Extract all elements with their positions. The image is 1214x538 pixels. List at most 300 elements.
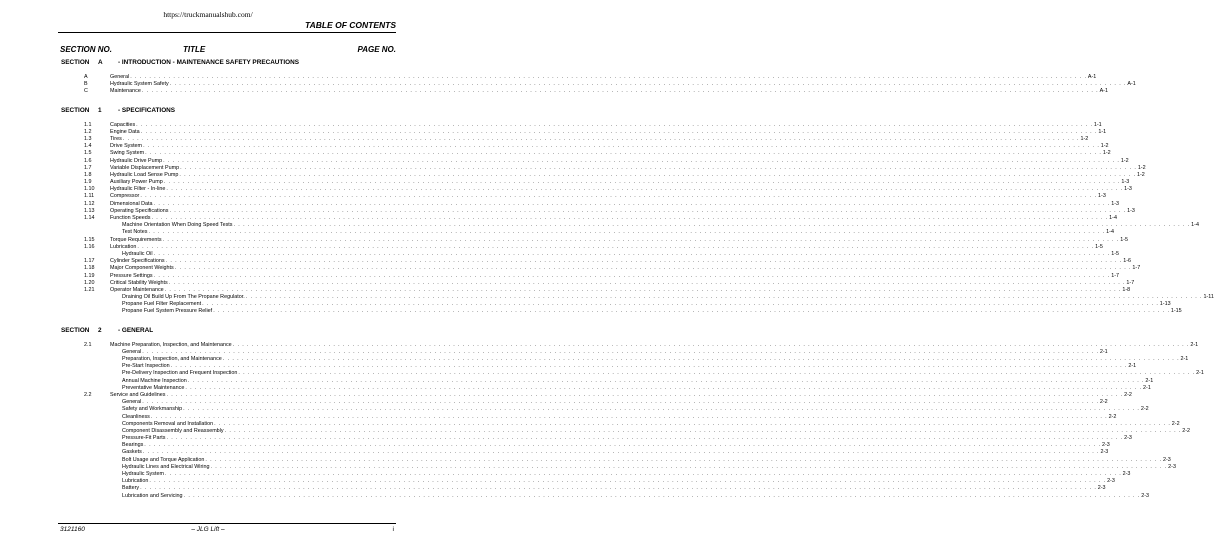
toc-entry-title: Preventative Maintenance [122, 384, 185, 391]
toc-entry-page: 1-7 [1111, 272, 1120, 279]
toc-entry[interactable] [0, 391, 1132, 399]
dot-leader: . . . . . . . . . . . . . . . . . . . . . . . . . . . . . . . . . . . . . . . . . . . . . . . . . . . . . . . . . . . . . . . . . . . . . . . . . . . . . . . . . . . . . . . . . . . . . . . . . . . . . . . . . . . . . . . . . . . . . . . . . . . . . . . . . . . . . . . . . . . . . . . . . . . . . . . . . . . . . . . . . . . . . . . . . . . . . . . . . . . . . . . . . . . . . . . . . . . . . . . . [163, 157, 1120, 164]
toc-entry-page: 1-13 [1159, 301, 1171, 308]
toc-entry-title: Machine Preparation, Inspection, and Maintenance [110, 341, 232, 348]
toc-entry[interactable] [0, 88, 1108, 95]
toc-entry-title: Tires [110, 135, 122, 142]
dot-leader: . . . . . . . . . . . . . . . . . . . . . . . . . . . . . . . . . . . . . . . . . . . . . . . . . . . . . . . . . . . . . . . . . . . . . . . . . . . . . . . . . . . . . . . . . . . . . . . . . . . . . . . . . . . . . . . . . . . . . . . . . . . . . . . . . . . . . . . . . . . . . . . . . . . . . . . . . . . . . . . . . . . . . . . . . . . . . . . . . . . . . . . . . . . . . . . . . . . . . . . . [153, 200, 1111, 207]
dot-leader: . . . . . . . . . . . . . . . . . . . . . . . . . . . . . . . . . . . . . . . . . . . . . . . . . . . . . . . . . . . . . . . . . . . . . . . . . . . . . . . . . . . . . . . . . . . . . . . . . . . . . . . . . . . . . . . . . . . . . . . . . . . . . . . . . . . . . . . . . . . . . . . . . . . . . . . . . . . . . . . . . . . . . . . . . . . . . . . . . . . . . . . . . . . . . . . . . . . . . . . . [174, 265, 1132, 272]
toc-entry-leader [122, 363, 1137, 370]
toc-entry-title: Draining Oil Build Up From The Propane Regulator. [122, 294, 245, 301]
dot-leader: . . . . . . . . . . . . . . . . . . . . . . . . . . . . . . . . . . . . . . . . . . . . . . . . . . . . . . . . . . . . . . . . . . . . . . . . . . . . . . . . . . . . . . . . . . . . . . . . . . . . . . . . . . . . . . . . . . . . . . . . . . . . . . . . . . . . . . . . . . . . . . . . . . . . . . . . . . . . . . . . . . . . . . . . . . . . . . . . . . . . . . . . . . . . . . . . . . . . . . . . [140, 485, 1097, 492]
dot-leader: . . . . . . . . . . . . . . . . . . . . . . . . . . . . . . . . . . . . . . . . . . . . . . . . . . . . . . . . . . . . . . . . . . . . . . . . . . . . . . . . . . . . . . . . . . . . . . . . . . . . . . . . . . . . . . . . . . . . . . . . . . . . . . . . . . . . . . . . . . . . . . . . . . . . . . . . . . . . . . . . . . . . . . . . . . . . . . . . . . . . . . . . . . . . . . . . . . . . . . . . [168, 279, 1126, 286]
toc-entry-title: Components Removal and Installation [122, 420, 214, 427]
toc-entry-leader [122, 442, 1110, 449]
toc-entry-page: 1-11 [1203, 294, 1214, 301]
toc-entry[interactable] [0, 207, 1135, 215]
toc-entry-title: Torque Requirements [110, 236, 162, 243]
toc-entry-page: 2-2 [1182, 427, 1191, 434]
toc-entry-title: Gaskets [122, 449, 142, 456]
toc-entry-number: 1.12 [84, 200, 95, 207]
toc-entry-leader [110, 157, 1129, 165]
section-word: SECTION [61, 326, 90, 334]
toc-entry-leader [122, 399, 1108, 406]
toc-entry-leader [122, 406, 1149, 413]
toc-entry-title: Capacities [110, 121, 136, 128]
toc-entry-number: 1.10 [84, 186, 95, 193]
dot-leader: . . . . . . . . . . . . . . . . . . . . . . . . . . . . . . . . . . . . . . . . . . . . . . . . . . . . . . . . . . . . . . . . . . . . . . . . . . . . . . . . . . . . . . . . . . . . . . . . . . . . . . . . . . . . . . . . . . . . . . . . . . . . . . . . . . . . . . . . . . . . . . . . . . . . . . . . . . . . . . . . . . . . . . . . . . . . . . . . . . . . . . . . . . . . . . . . . . . . . . . . [169, 207, 1127, 214]
toc-entry-leader [110, 265, 1141, 272]
toc-entry-page: 2-2 [1108, 413, 1117, 420]
toc-entry-page: 2-1 [1196, 370, 1204, 377]
dot-leader: . . . . . . . . . . . . . . . . . . . . . . . . . . . . . . . . . . . . . . . . . . . . . . . . . . . . . . . . . . . . . . . . . . . . . . . . . . . . . . . . . . . . . . . . . . . . . . . . . . . . . . . . . . . . . . . . . . . . . . . . . . . . . . . . . . . . . . . . . . . . . . . . . . . . . . . . . . . . . . . . . . . . . . . . . . . . . . . . . . . . . . . . . . . . . . . . . . . . . . . . [142, 399, 1099, 406]
toc-entry[interactable] [0, 164, 1146, 172]
toc-entry[interactable] [0, 478, 1115, 485]
toc-entry-leader [110, 150, 1111, 157]
toc-entry-title: Preparation, Inspection, and Maintenance [122, 356, 222, 362]
toc-entry-number: 2.1 [84, 341, 92, 348]
toc-entry[interactable] [0, 363, 1137, 370]
dot-leader: . . . . . . . . . . . . . . . . . . . . . . . . . . . . . . . . . . . . . . . . . . . . . . . . . . . . . . . . . . . . . . . . . . . . . . . . . . . . . . . . . . . . . . . . . . . . . . . . . . . . . . . . . . . . . . . . . . . . . . . . . . . . . . . . . . . . . . . . . . . . . . . . . . . . . . . . . . . . . . . . . . . . . . . . . . . . . . . . . . . . . . . . . . . . . . . . . . . . . . . . [183, 492, 1141, 499]
section-word: SECTION [61, 59, 90, 66]
toc-entry-leader [122, 370, 1204, 377]
toc-entry-title: Swing System [110, 150, 145, 157]
toc-entry[interactable] [0, 200, 1120, 208]
toc-entry[interactable] [0, 442, 1110, 449]
toc-entry-leader [110, 143, 1109, 150]
toc-entry-title: Annual Machine Inspection [122, 377, 187, 384]
toc-entry-page: 1-2 [1120, 157, 1129, 164]
toc-entry-page: 2-2 [1099, 399, 1108, 406]
toc-entry-leader [110, 88, 1108, 95]
toc-entry-page: 2-2 [1124, 391, 1132, 398]
toc-entry-title: Hydraulic Load Sense Pump [110, 171, 179, 178]
toc-entry[interactable] [0, 449, 1109, 456]
toc-entry-title: Hydraulic System Safety [110, 81, 169, 88]
dot-leader: . . . . . . . . . . . . . . . . . . . . . . . . . . . . . . . . . . . . . . . . . . . . . . . . . . . . . . . . . . . . . . . . . . . . . . . . . . . . . . . . . . . . . . . . . . . . . . . . . . . . . . . . . . . . . . . . . . . . . . . . . . . . . . . . . . . . . . . . . . . . . . . . . . . . . . . . . . . . . . . . . . . . . . . . . . . . . . . . . . . . . . . . . . . . . . . . . . . . . . . . [166, 435, 1124, 442]
toc-entry-leader [110, 215, 1117, 222]
toc-entry-number: 1.9 [84, 179, 92, 186]
toc-entry-page: 2-1 [1128, 363, 1137, 370]
section-heading [0, 327, 416, 336]
toc-entry-page: A-1 [1087, 74, 1097, 80]
toc-entry-leader [110, 286, 1131, 294]
source-url: https://truckmanualshub.com/ [163, 10, 253, 19]
toc-entry-page: 2-1 [1145, 377, 1154, 384]
footer-doc-number: 3121160 [60, 526, 85, 533]
toc-entry-title: General [122, 399, 142, 406]
toc-entry-number: 1.14 [84, 215, 95, 221]
dot-leader: . . . . . . . . . . . . . . . . . . . . . . . . . . . . . . . . . . . . . . . . . . . . . . . . . . . . . . . . . . . . . . . . . . . . . . . . . . . . . . . . . . . . . . . . . . . . . . . . . . . . . . . . . . . . . . . . . . . . . . . . . . . . . . . . . . . . . . . . . . . . . . . . . . . . . . . . . . . . . . . . . . . . . . . . . . . . . . . . . . . . . . . . . . . . . . . . . . . . . . . . [151, 215, 1109, 221]
toc-entry[interactable] [0, 485, 1106, 492]
dot-leader: . . . . . . . . . . . . . . . . . . . . . . . . . . . . . . . . . . . . . . . . . . . . . . . . . . . . . . . . . . . . . . . . . . . . . . . . . . . . . . . . . . . . . . . . . . . . . . . . . . . . . . . . . . . . . . . . . . . . . . . . . . . . . . . . . . . . . . . . . . . . . . . . . . . . . . . . . . . . . . . . . . . . . . . . . . . . . . . . . . . . . . . . . . . . . . . . . . . . . . . . [141, 88, 1099, 95]
dot-leader: . . . . . . . . . . . . . . . . . . . . . . . . . . . . . . . . . . . . . . . . . . . . . . . . . . . . . . . . . . . . . . . . . . . . . . . . . . . . . . . . . . . . . . . . . . . . . . . . . . . . . . . . . . . . . . . . . . . . . . . . . . . . . . . . . . . . . . . . . . . . . . . . . . . . . . . . . . . . . . . . . . . . . . . . . . . . . . . . . . . . . . . . . . . . . . . . . . . . . . . . [224, 427, 1182, 434]
toc-entry-page: 2-1 [1180, 356, 1189, 362]
toc-entry-leader [110, 179, 1130, 186]
toc-entry-title: Service and Guidelines [110, 391, 166, 398]
dot-leader: . . . . . . . . . . . . . . . . . . . . . . . . . . . . . . . . . . . . . . . . . . . . . . . . . . . . . . . . . . . . . . . . . . . . . . . . . . . . . . . . . . . . . . . . . . . . . . . . . . . . . . . . . . . . . . . . . . . . . . . . . . . . . . . . . . . . . . . . . . . . . . . . . . . . . . . . . . . . . . . . . . . . . . . . . . . . . . . . . . . . . . . . . . . . . . . . . . . . . . . . [245, 294, 1203, 301]
toc-entry-page: 1-5 [1095, 243, 1103, 250]
toc-entry-title: Propane Fuel Filter Replacement [122, 301, 202, 308]
toc-entry-page: 1-2 [1080, 135, 1089, 142]
dot-leader: . . . . . . . . . . . . . . . . . . . . . . . . . . . . . . . . . . . . . . . . . . . . . . . . . . . . . . . . . . . . . . . . . . . . . . . . . . . . . . . . . . . . . . . . . . . . . . . . . . . . . . . . . . . . . . . . . . . . . . . . . . . . . . . . . . . . . . . . . . . . . . . . . . . . . . . . . . . . . . . . . . . . . . . . . . . . . . . . . . . . . . . . . . . . . . . . . . . . . . . . [165, 258, 1123, 265]
dot-leader: . . . . . . . . . . . . . . . . . . . . . . . . . . . . . . . . . . . . . . . . . . . . . . . . . . . . . . . . . . . . . . . . . . . . . . . . . . . . . . . . . . . . . . . . . . . . . . . . . . . . . . . . . . . . . . . . . . . . . . . . . . . . . . . . . . . . . . . . . . . . . . . . . . . . . . . . . . . . . . . . . . . . . . . . . . . . . . . . . . . . . . . . . . . . . . . . . . . . . . . . [232, 341, 1190, 348]
toc-entry[interactable] [0, 236, 1129, 244]
dot-leader: . . . . . . . . . . . . . . . . . . . . . . . . . . . . . . . . . . . . . . . . . . . . . . . . . . . . . . . . . . . . . . . . . . . . . . . . . . . . . . . . . . . . . . . . . . . . . . . . . . . . . . . . . . . . . . . . . . . . . . . . . . . . . . . . . . . . . . . . . . . . . . . . . . . . . . . . . . . . . . . . . . . . . . . . . . . . . . . . . . . . . . . . . . . . . . . . . . . . . . . . [122, 135, 1080, 142]
toc-entry-title: Hydraulic System [122, 471, 164, 477]
toc-entry-page: 1-7 [1126, 279, 1135, 286]
toc-entry-leader [122, 356, 1189, 363]
dot-leader: . . . . . . . . . . . . . . . . . . . . . . . . . . . . . . . . . . . . . . . . . . . . . . . . . . . . . . . . . . . . . . . . . . . . . . . . . . . . . . . . . . . . . . . . . . . . . . . . . . . . . . . . . . . . . . . . . . . . . . . . . . . . . . . . . . . . . . . . . . . . . . . . . . . . . . . . . . . . . . . . . . . . . . . . . . . . . . . . . . . . . . . . . . . . . . . . . . . . . . . . [185, 384, 1143, 391]
toc-entry-title: Operating Specifications [110, 207, 169, 214]
toc-entry[interactable] [0, 272, 1120, 280]
toc-entry-title: Pressure-Fit Parts [122, 435, 166, 442]
section-heading [0, 107, 416, 116]
toc-entry[interactable] [0, 128, 1107, 136]
dot-leader: . . . . . . . . . . . . . . . . . . . . . . . . . . . . . . . . . . . . . . . . . . . . . . . . . . . . . . . . . . . . . . . . . . . . . . . . . . . . . . . . . . . . . . . . . . . . . . . . . . . . . . . . . . . . . . . . . . . . . . . . . . . . . . . . . . . . . . . . . . . . . . . . . . . . . . . . . . . . . . . . . . . . . . . . . . . . . . . . . . . . . . . . . . . . . . . . . . . . . . . . [183, 406, 1140, 413]
toc-entry-title: Safety and Workmanship [122, 406, 183, 413]
toc-entry-number: 1.18 [84, 265, 95, 272]
toc-entry[interactable] [0, 243, 1103, 251]
dot-leader: . . . . . . . . . . . . . . . . . . . . . . . . . . . . . . . . . . . . . . . . . . . . . . . . . . . . . . . . . . . . . . . . . . . . . . . . . . . . . . . . . . . . . . . . . . . . . . . . . . . . . . . . . . . . . . . . . . . . . . . . . . . . . . . . . . . . . . . . . . . . . . . . . . . . . . . . . . . . . . . . . . . . . . . . . . . . . . . . . . . . . . . . . . . . . . . . . . . . . . . . [153, 272, 1111, 279]
toc-entry-page: 1-7 [1132, 265, 1141, 272]
dot-leader: . . . . . . . . . . . . . . . . . . . . . . . . . . . . . . . . . . . . . . . . . . . . . . . . . . . . . . . . . . . . . . . . . . . . . . . . . . . . . . . . . . . . . . . . . . . . . . . . . . . . . . . . . . . . . . . . . . . . . . . . . . . . . . . . . . . . . . . . . . . . . . . . . . . . . . . . . . . . . . . . . . . . . . . . . . . . . . . . . . . . . . . . . . . . . . . . . . . . . . . . [166, 186, 1124, 193]
toc-entry[interactable] [0, 143, 1109, 150]
section-spacer [0, 316, 416, 327]
toc-entry-leader [122, 463, 1176, 471]
toc-entry-leader [110, 207, 1135, 215]
toc-entry-page: 1-3 [1127, 207, 1135, 214]
toc-entry[interactable] [0, 157, 1129, 165]
toc-entry[interactable] [0, 250, 1120, 258]
toc-entry[interactable] [0, 356, 1189, 363]
toc-entry[interactable] [0, 294, 1214, 301]
toc-entry[interactable] [0, 215, 1117, 222]
toc-entry-title: Compressor [110, 193, 140, 200]
toc-entry[interactable] [0, 229, 1114, 236]
toc-entry-number: 1.1 [84, 121, 92, 128]
dot-leader: . . . . . . . . . . . . . . . . . . . . . . . . . . . . . . . . . . . . . . . . . . . . . . . . . . . . . . . . . . . . . . . . . . . . . . . . . . . . . . . . . . . . . . . . . . . . . . . . . . . . . . . . . . . . . . . . . . . . . . . . . . . . . . . . . . . . . . . . . . . . . . . . . . . . . . . . . . . . . . . . . . . . . . . . . . . . . . . . . . . . . . . . . . . . . . . . . . . . . . . . [238, 370, 1196, 377]
toc-entry-title: General [122, 348, 142, 355]
toc-entry[interactable] [0, 413, 1117, 421]
toc-entry-page: 1-3 [1111, 200, 1120, 207]
toc-entry-page: 1-3 [1098, 193, 1106, 200]
toc-entry-number: 1.11 [84, 193, 95, 200]
toc-entry[interactable] [0, 341, 1199, 349]
dot-leader: . . . . . . . . . . . . . . . . . . . . . . . . . . . . . . . . . . . . . . . . . . . . . . . . . . . . . . . . . . . . . . . . . . . . . . . . . . . . . . . . . . . . . . . . . . . . . . . . . . . . . . . . . . . . . . . . . . . . . . . . . . . . . . . . . . . . . . . . . . . . . . . . . . . . . . . . . . . . . . . . . . . . . . . . . . . . . . . . . . . . . . . . . . . . . . . . . . . . . . . . [137, 243, 1095, 250]
toc-entry-leader [122, 471, 1131, 478]
toc-entry[interactable] [0, 471, 1131, 478]
toc-entry-page: 1-2 [1100, 143, 1109, 150]
toc-entry-page: 2-2 [1140, 406, 1149, 413]
toc-entry-page: 1-2 [1102, 150, 1111, 157]
toc-entry-leader [122, 294, 1214, 301]
toc-entry-leader [110, 171, 1145, 179]
toc-entry-leader [110, 243, 1103, 251]
toc-entry-page: 2-3 [1097, 485, 1106, 492]
toc-entry-leader [122, 301, 1171, 308]
dot-leader: . . . . . . . . . . . . . . . . . . . . . . . . . . . . . . . . . . . . . . . . . . . . . . . . . . . . . . . . . . . . . . . . . . . . . . . . . . . . . . . . . . . . . . . . . . . . . . . . . . . . . . . . . . . . . . . . . . . . . . . . . . . . . . . . . . . . . . . . . . . . . . . . . . . . . . . . . . . . . . . . . . . . . . . . . . . . . . . . . . . . . . . . . . . . . . . . . . . . . . . . [144, 442, 1101, 449]
toc-entry-leader [110, 74, 1097, 81]
toc-entry[interactable] [0, 348, 1108, 356]
toc-entry-leader [110, 135, 1089, 143]
toc-entry-number: 1.20 [84, 279, 95, 286]
toc-entry[interactable] [0, 399, 1108, 406]
toc-entry-page: 1-5 [1111, 250, 1120, 257]
toc-entry[interactable] [0, 370, 1204, 377]
toc-entry-page: 2-3 [1141, 492, 1150, 499]
toc-entry[interactable] [0, 435, 1132, 442]
dot-leader: . . . . . . . . . . . . . . . . . . . . . . . . . . . . . . . . . . . . . . . . . . . . . . . . . . . . . . . . . . . . . . . . . . . . . . . . . . . . . . . . . . . . . . . . . . . . . . . . . . . . . . . . . . . . . . . . . . . . . . . . . . . . . . . . . . . . . . . . . . . . . . . . . . . . . . . . . . . . . . . . . . . . . . . . . . . . . . . . . . . . . . . . . . . . . . . . . . . . . . . . [210, 463, 1168, 470]
toc-entry[interactable] [0, 286, 1131, 294]
toc-entry-leader [122, 485, 1106, 492]
dot-leader: . . . . . . . . . . . . . . . . . . . . . . . . . . . . . . . . . . . . . . . . . . . . . . . . . . . . . . . . . . . . . . . . . . . . . . . . . . . . . . . . . . . . . . . . . . . . . . . . . . . . . . . . . . . . . . . . . . . . . . . . . . . . . . . . . . . . . . . . . . . . . . . . . . . . . . . . . . . . . . . . . . . . . . . . . . . . . . . . . . . . . . . . . . . . . . . . . . . . . . . . [169, 81, 1127, 88]
dot-leader: . . . . . . . . . . . . . . . . . . . . . . . . . . . . . . . . . . . . . . . . . . . . . . . . . . . . . . . . . . . . . . . . . . . . . . . . . . . . . . . . . . . . . . . . . . . . . . . . . . . . . . . . . . . . . . . . . . . . . . . . . . . . . . . . . . . . . . . . . . . . . . . . . . . . . . . . . . . . . . . . . . . . . . . . . . . . . . . . . . . . . . . . . . . . . . . . . . . . . . . . [222, 356, 1180, 362]
toc-entry-title: Lubrication [122, 478, 149, 485]
dot-leader: . . . . . . . . . . . . . . . . . . . . . . . . . . . . . . . . . . . . . . . . . . . . . . . . . . . . . . . . . . . . . . . . . . . . . . . . . . . . . . . . . . . . . . . . . . . . . . . . . . . . . . . . . . . . . . . . . . . . . . . . . . . . . . . . . . . . . . . . . . . . . . . . . . . . . . . . . . . . . . . . . . . . . . . . . . . . . . . . . . . . . . . . . . . . . . . . . . . . . . . . [233, 222, 1191, 229]
toc-entry-title: Critical Stability Weights [110, 279, 168, 286]
toc-entry-number: 1.15 [84, 236, 95, 243]
document-title: TABLE OF CONTENTS [305, 20, 396, 30]
toc-entry-leader [110, 279, 1135, 287]
toc-entry-title: Auxiliary Power Pump [110, 179, 163, 186]
toc-entry-number: 1.8 [84, 171, 92, 178]
toc-entry-number: 1.19 [84, 272, 95, 279]
toc-entry[interactable] [0, 258, 1132, 265]
toc-entry-title: Bearings [122, 442, 144, 449]
dot-leader: . . . . . . . . . . . . . . . . . . . . . . . . . . . . . . . . . . . . . . . . . . . . . . . . . . . . . . . . . . . . . . . . . . . . . . . . . . . . . . . . . . . . . . . . . . . . . . . . . . . . . . . . . . . . . . . . . . . . . . . . . . . . . . . . . . . . . . . . . . . . . . . . . . . . . . . . . . . . . . . . . . . . . . . . . . . . . . . . . . . . . . . . . . . . . . . . . . . . . . . . [149, 478, 1107, 485]
toc-entry-title: Test Notes [122, 229, 148, 236]
dot-leader: . . . . . . . . . . . . . . . . . . . . . . . . . . . . . . . . . . . . . . . . . . . . . . . . . . . . . . . . . . . . . . . . . . . . . . . . . . . . . . . . . . . . . . . . . . . . . . . . . . . . . . . . . . . . . . . . . . . . . . . . . . . . . . . . . . . . . . . . . . . . . . . . . . . . . . . . . . . . . . . . . . . . . . . . . . . . . . . . . . . . . . . . . . . . . . . . . . . . . . . . [187, 377, 1145, 384]
toc-entry-title: Propane Fuel System Pressure Relief [122, 308, 213, 315]
toc-entry-page: 1-5 [1120, 236, 1129, 243]
section-title: - SPECIFICATIONS [118, 106, 176, 114]
toc-entry-title: Engine Data [110, 128, 140, 135]
toc-entry[interactable] [0, 179, 1130, 186]
toc-entry-page: 1-3 [1121, 179, 1130, 186]
toc-entry-page: 1-2 [1137, 171, 1145, 178]
toc-entry-page: 1-15 [1170, 308, 1182, 315]
section-spacer [0, 96, 416, 107]
toc-entry-number: B [84, 81, 88, 88]
toc-entry-leader [122, 229, 1114, 236]
footer-page-number: i [392, 526, 394, 533]
toc-entry-leader [110, 164, 1146, 172]
toc-entry-page: A-1 [1099, 88, 1108, 95]
toc-entry-leader [122, 420, 1180, 428]
dot-leader: . . . . . . . . . . . . . . . . . . . . . . . . . . . . . . . . . . . . . . . . . . . . . . . . . . . . . . . . . . . . . . . . . . . . . . . . . . . . . . . . . . . . . . . . . . . . . . . . . . . . . . . . . . . . . . . . . . . . . . . . . . . . . . . . . . . . . . . . . . . . . . . . . . . . . . . . . . . . . . . . . . . . . . . . . . . . . . . . . . . . . . . . . . . . . . . . . . . . . . . . [140, 193, 1098, 200]
dot-leader: . . . . . . . . . . . . . . . . . . . . . . . . . . . . . . . . . . . . . . . . . . . . . . . . . . . . . . . . . . . . . . . . . . . . . . . . . . . . . . . . . . . . . . . . . . . . . . . . . . . . . . . . . . . . . . . . . . . . . . . . . . . . . . . . . . . . . . . . . . . . . . . . . . . . . . . . . . . . . . . . . . . . . . . . . . . . . . . . . . . . . . . . . . . . . . . . . . . . . . . . [143, 143, 1100, 150]
dot-leader: . . . . . . . . . . . . . . . . . . . . . . . . . . . . . . . . . . . . . . . . . . . . . . . . . . . . . . . . . . . . . . . . . . . . . . . . . . . . . . . . . . . . . . . . . . . . . . . . . . . . . . . . . . . . . . . . . . . . . . . . . . . . . . . . . . . . . . . . . . . . . . . . . . . . . . . . . . . . . . . . . . . . . . . . . . . . . . . . . . . . . . . . . . . . . . . . . . . . . . . . [148, 229, 1106, 236]
toc-entry[interactable] [0, 265, 1141, 272]
toc-entry[interactable] [0, 135, 1089, 143]
toc-entry-page: 2-3 [1168, 463, 1176, 470]
toc-entry-leader [110, 258, 1132, 265]
toc-entry-number: C [84, 88, 88, 95]
toc-entry-title: Machine Orientation When Doing Speed Tests [122, 222, 233, 229]
toc-entry-page: 2-1 [1099, 348, 1108, 355]
toc-entry-title: Operator Maintenance [110, 286, 164, 293]
column-header-page: PAGE NO. [357, 45, 396, 54]
toc-entry[interactable] [0, 308, 1182, 315]
toc-entry-page: 2-3 [1124, 435, 1132, 442]
dot-leader: . . . . . . . . . . . . . . . . . . . . . . . . . . . . . . . . . . . . . . . . . . . . . . . . . . . . . . . . . . . . . . . . . . . . . . . . . . . . . . . . . . . . . . . . . . . . . . . . . . . . . . . . . . . . . . . . . . . . . . . . . . . . . . . . . . . . . . . . . . . . . . . . . . . . . . . . . . . . . . . . . . . . . . . . . . . . . . . . . . . . . . . . . . . . . . . . . . . . . . . . [136, 121, 1093, 128]
toc-entry[interactable] [0, 150, 1111, 157]
toc-entry-page: 1-2 [1137, 164, 1146, 171]
toc-entry-page: A-1 [1127, 81, 1136, 88]
toc-entry-leader [110, 391, 1132, 399]
toc-entry-page: 2-3 [1122, 471, 1131, 477]
toc-entry-title: Lubrication [110, 243, 137, 250]
toc-entry[interactable] [0, 171, 1145, 179]
toc-entry-page: 2-1 [1143, 384, 1151, 391]
toc-entry-leader [122, 222, 1199, 229]
toc-entry-title: Battery [122, 485, 140, 492]
toc-entry-leader [110, 186, 1132, 193]
dot-leader: . . . . . . . . . . . . . . . . . . . . . . . . . . . . . . . . . . . . . . . . . . . . . . . . . . . . . . . . . . . . . . . . . . . . . . . . . . . . . . . . . . . . . . . . . . . . . . . . . . . . . . . . . . . . . . . . . . . . . . . . . . . . . . . . . . . . . . . . . . . . . . . . . . . . . . . . . . . . . . . . . . . . . . . . . . . . . . . . . . . . . . . . . . . . . . . . . . . . . . . . [180, 164, 1137, 171]
toc-entry-page: 1-4 [1109, 215, 1117, 221]
toc-entry[interactable] [0, 492, 1150, 500]
toc-entry-leader [122, 308, 1182, 315]
toc-entry-page: 1-8 [1122, 286, 1131, 293]
toc-entry[interactable] [0, 384, 1151, 392]
dot-leader: . . . . . . . . . . . . . . . . . . . . . . . . . . . . . . . . . . . . . . . . . . . . . . . . . . . . . . . . . . . . . . . . . . . . . . . . . . . . . . . . . . . . . . . . . . . . . . . . . . . . . . . . . . . . . . . . . . . . . . . . . . . . . . . . . . . . . . . . . . . . . . . . . . . . . . . . . . . . . . . . . . . . . . . . . . . . . . . . . . . . . . . . . . . . . . . . . . . . . . . . [140, 128, 1098, 135]
toc-entry-title: Hydraulic Oil [122, 250, 153, 257]
section-title: - INTRODUCTION - MAINTENANCE SAFETY PRECAUTIONS [118, 59, 299, 66]
toc-entry-page: 2-1 [1190, 341, 1199, 348]
toc-entry-page: 1-6 [1123, 258, 1132, 265]
toc-entry-leader [122, 449, 1109, 456]
toc-entry-leader [122, 384, 1151, 392]
toc-entry-leader [110, 128, 1107, 136]
toc-entry-leader [122, 478, 1115, 485]
toc-entry-title: Lubrication and Servicing [122, 492, 183, 499]
toc-entry-leader [110, 81, 1136, 88]
dot-leader: . . . . . . . . . . . . . . . . . . . . . . . . . . . . . . . . . . . . . . . . . . . . . . . . . . . . . . . . . . . . . . . . . . . . . . . . . . . . . . . . . . . . . . . . . . . . . . . . . . . . . . . . . . . . . . . . . . . . . . . . . . . . . . . . . . . . . . . . . . . . . . . . . . . . . . . . . . . . . . . . . . . . . . . . . . . . . . . . . . . . . . . . . . . . . . . . . . . . . . . . [179, 171, 1137, 178]
toc-entry-leader [110, 193, 1106, 200]
toc-entry[interactable] [0, 456, 1171, 464]
toc-entry-title: Dimensional Data [110, 200, 153, 207]
toc-entry-number: 1.17 [84, 258, 95, 265]
toc-entry-title: Cylinder Specifications [110, 258, 165, 265]
dot-leader: . . . . . . . . . . . . . . . . . . . . . . . . . . . . . . . . . . . . . . . . . . . . . . . . . . . . . . . . . . . . . . . . . . . . . . . . . . . . . . . . . . . . . . . . . . . . . . . . . . . . . . . . . . . . . . . . . . . . . . . . . . . . . . . . . . . . . . . . . . . . . . . . . . . . . . . . . . . . . . . . . . . . . . . . . . . . . . . . . . . . . . . . . . . . . . . . . . . . . . . . [164, 286, 1122, 293]
toc-entry[interactable] [0, 193, 1106, 200]
toc-entry-leader [122, 348, 1108, 356]
toc-entry-number: 1.3 [84, 135, 92, 142]
toc-entry-number: A [84, 74, 88, 80]
toc-entry-leader [110, 341, 1199, 349]
toc-entry[interactable] [0, 279, 1135, 287]
toc-entry[interactable] [0, 406, 1149, 413]
toc-entry-title: Pressure Settings [110, 272, 153, 279]
toc-entry-number: 1.2 [84, 128, 92, 135]
section-number: A [98, 59, 103, 66]
toc-entry-number: 1.7 [84, 164, 92, 171]
toc-entry-number: 1.13 [84, 207, 95, 214]
toc-entry[interactable] [0, 301, 1171, 308]
header-rule [58, 32, 396, 33]
toc-entry-leader [122, 377, 1154, 385]
toc-entry-leader [122, 492, 1150, 500]
dot-leader: . . . . . . . . . . . . . . . . . . . . . . . . . . . . . . . . . . . . . . . . . . . . . . . . . . . . . . . . . . . . . . . . . . . . . . . . . . . . . . . . . . . . . . . . . . . . . . . . . . . . . . . . . . . . . . . . . . . . . . . . . . . . . . . . . . . . . . . . . . . . . . . . . . . . . . . . . . . . . . . . . . . . . . . . . . . . . . . . . . . . . . . . . . . . . . . . . . . . . . . . [170, 363, 1128, 370]
dot-leader: . . . . . . . . . . . . . . . . . . . . . . . . . . . . . . . . . . . . . . . . . . . . . . . . . . . . . . . . . . . . . . . . . . . . . . . . . . . . . . . . . . . . . . . . . . . . . . . . . . . . . . . . . . . . . . . . . . . . . . . . . . . . . . . . . . . . . . . . . . . . . . . . . . . . . . . . . . . . . . . . . . . . . . . . . . . . . . . . . . . . . . . . . . . . . . . . . . . . . . . . [150, 413, 1108, 420]
toc-entry-page: 1-3 [1124, 186, 1132, 193]
dot-leader: . . . . . . . . . . . . . . . . . . . . . . . . . . . . . . . . . . . . . . . . . . . . . . . . . . . . . . . . . . . . . . . . . . . . . . . . . . . . . . . . . . . . . . . . . . . . . . . . . . . . . . . . . . . . . . . . . . . . . . . . . . . . . . . . . . . . . . . . . . . . . . . . . . . . . . . . . . . . . . . . . . . . . . . . . . . . . . . . . . . . . . . . . . . . . . . . . . . . . . . . [164, 471, 1122, 477]
section-heading [0, 59, 416, 68]
toc-entry[interactable] [0, 377, 1154, 385]
toc-entry-title: Bolt Usage and Torque Application [122, 456, 205, 463]
section-title: - GENERAL [118, 326, 154, 334]
toc-entry[interactable] [0, 420, 1180, 428]
toc-entry-number: 1.4 [84, 143, 92, 150]
toc-entry-page: 2-3 [1163, 456, 1171, 463]
dot-leader: . . . . . . . . . . . . . . . . . . . . . . . . . . . . . . . . . . . . . . . . . . . . . . . . . . . . . . . . . . . . . . . . . . . . . . . . . . . . . . . . . . . . . . . . . . . . . . . . . . . . . . . . . . . . . . . . . . . . . . . . . . . . . . . . . . . . . . . . . . . . . . . . . . . . . . . . . . . . . . . . . . . . . . . . . . . . . . . . . . . . . . . . . . . . . . . . . . . . . . . . [205, 456, 1163, 463]
dot-leader: . . . . . . . . . . . . . . . . . . . . . . . . . . . . . . . . . . . . . . . . . . . . . . . . . . . . . . . . . . . . . . . . . . . . . . . . . . . . . . . . . . . . . . . . . . . . . . . . . . . . . . . . . . . . . . . . . . . . . . . . . . . . . . . . . . . . . . . . . . . . . . . . . . . . . . . . . . . . . . . . . . . . . . . . . . . . . . . . . . . . . . . . . . . . . . . . . . . . . . . . [130, 74, 1087, 80]
toc-entry-page: 1-4 [1106, 229, 1114, 236]
toc-entry-page: 2-3 [1107, 478, 1115, 485]
toc-entry-leader [110, 272, 1120, 280]
toc-entry-title: Pre-Start Inspection [122, 363, 170, 370]
toc-entry-number: 1.6 [84, 157, 92, 164]
toc-entry-leader [122, 427, 1191, 435]
toc-entry[interactable] [0, 463, 1176, 471]
footer-publisher: – JLG Lift – [191, 526, 225, 533]
dot-leader: . . . . . . . . . . . . . . . . . . . . . . . . . . . . . . . . . . . . . . . . . . . . . . . . . . . . . . . . . . . . . . . . . . . . . . . . . . . . . . . . . . . . . . . . . . . . . . . . . . . . . . . . . . . . . . . . . . . . . . . . . . . . . . . . . . . . . . . . . . . . . . . . . . . . . . . . . . . . . . . . . . . . . . . . . . . . . . . . . . . . . . . . . . . . . . . . . . . . . . . . [162, 236, 1120, 243]
toc-entry-leader [122, 250, 1120, 258]
toc-entry-title: Hydraulic Drive Pump [110, 157, 163, 164]
toc-entry-leader [122, 456, 1171, 464]
toc-entry-title: Hydraulic Filter - In-line [110, 186, 166, 193]
toc-entry-page: 2-2 [1171, 420, 1180, 427]
toc-entry-title: General [110, 74, 130, 80]
toc-entry-title: Variable Displacement Pump [110, 164, 180, 171]
toc-entry[interactable] [0, 427, 1191, 435]
toc-entry-number: 1.5 [84, 150, 92, 157]
dot-leader: . . . . . . . . . . . . . . . . . . . . . . . . . . . . . . . . . . . . . . . . . . . . . . . . . . . . . . . . . . . . . . . . . . . . . . . . . . . . . . . . . . . . . . . . . . . . . . . . . . . . . . . . . . . . . . . . . . . . . . . . . . . . . . . . . . . . . . . . . . . . . . . . . . . . . . . . . . . . . . . . . . . . . . . . . . . . . . . . . . . . . . . . . . . . . . . . . . . . . . . . [142, 449, 1100, 456]
toc-entry-number: 1.16 [84, 243, 95, 250]
dot-leader: . . . . . . . . . . . . . . . . . . . . . . . . . . . . . . . . . . . . . . . . . . . . . . . . . . . . . . . . . . . . . . . . . . . . . . . . . . . . . . . . . . . . . . . . . . . . . . . . . . . . . . . . . . . . . . . . . . . . . . . . . . . . . . . . . . . . . . . . . . . . . . . . . . . . . . . . . . . . . . . . . . . . . . . . . . . . . . . . . . . . . . . . . . . . . . . . . . . . . . . . [214, 420, 1171, 427]
toc-entry-page: 1-4 [1191, 222, 1199, 229]
toc-entry-leader [110, 236, 1129, 244]
toc-entry-title: Drive System [110, 143, 143, 150]
toc-entry-leader [110, 121, 1102, 129]
toc-entry-title: Hydraulic Lines and Electrical Wiring [122, 463, 210, 470]
section-number: 1 [98, 106, 102, 114]
toc-entry-page: 1-1 [1098, 128, 1107, 135]
toc-entry[interactable] [0, 81, 1136, 88]
toc-entry-title: Cleanliness [122, 413, 150, 420]
toc-entry[interactable] [0, 74, 1097, 81]
toc-entry[interactable] [0, 186, 1132, 193]
section-number: 2 [98, 326, 102, 334]
section-word: SECTION [61, 106, 90, 114]
toc-entry-page: 1-1 [1093, 121, 1102, 128]
dot-leader: . . . . . . . . . . . . . . . . . . . . . . . . . . . . . . . . . . . . . . . . . . . . . . . . . . . . . . . . . . . . . . . . . . . . . . . . . . . . . . . . . . . . . . . . . . . . . . . . . . . . . . . . . . . . . . . . . . . . . . . . . . . . . . . . . . . . . . . . . . . . . . . . . . . . . . . . . . . . . . . . . . . . . . . . . . . . . . . . . . . . . . . . . . . . . . . . . . . . . . . . [153, 250, 1111, 257]
toc-entry-number: 2.2 [84, 391, 92, 398]
toc-entry-leader [122, 413, 1117, 421]
toc-entry-page: 2-3 [1100, 449, 1109, 456]
toc-entry-title: Component Disassembly and Reassembly [122, 427, 224, 434]
toc-entry-title: Function Speeds [110, 215, 151, 221]
dot-leader: . . . . . . . . . . . . . . . . . . . . . . . . . . . . . . . . . . . . . . . . . . . . . . . . . . . . . . . . . . . . . . . . . . . . . . . . . . . . . . . . . . . . . . . . . . . . . . . . . . . . . . . . . . . . . . . . . . . . . . . . . . . . . . . . . . . . . . . . . . . . . . . . . . . . . . . . . . . . . . . . . . . . . . . . . . . . . . . . . . . . . . . . . . . . . . . . . . . . . . . . [213, 308, 1170, 315]
toc-entry[interactable] [0, 222, 1199, 229]
toc-entry-number: 1.21 [84, 286, 95, 293]
dot-leader: . . . . . . . . . . . . . . . . . . . . . . . . . . . . . . . . . . . . . . . . . . . . . . . . . . . . . . . . . . . . . . . . . . . . . . . . . . . . . . . . . . . . . . . . . . . . . . . . . . . . . . . . . . . . . . . . . . . . . . . . . . . . . . . . . . . . . . . . . . . . . . . . . . . . . . . . . . . . . . . . . . . . . . . . . . . . . . . . . . . . . . . . . . . . . . . . . . . . . . . . [166, 391, 1124, 398]
dot-leader: . . . . . . . . . . . . . . . . . . . . . . . . . . . . . . . . . . . . . . . . . . . . . . . . . . . . . . . . . . . . . . . . . . . . . . . . . . . . . . . . . . . . . . . . . . . . . . . . . . . . . . . . . . . . . . . . . . . . . . . . . . . . . . . . . . . . . . . . . . . . . . . . . . . . . . . . . . . . . . . . . . . . . . . . . . . . . . . . . . . . . . . . . . . . . . . . . . . . . . . . [145, 150, 1102, 157]
toc-entry-page: 2-3 [1101, 442, 1110, 449]
toc-entry[interactable] [0, 121, 1102, 129]
toc-entry-title: Maintenance [110, 88, 141, 95]
